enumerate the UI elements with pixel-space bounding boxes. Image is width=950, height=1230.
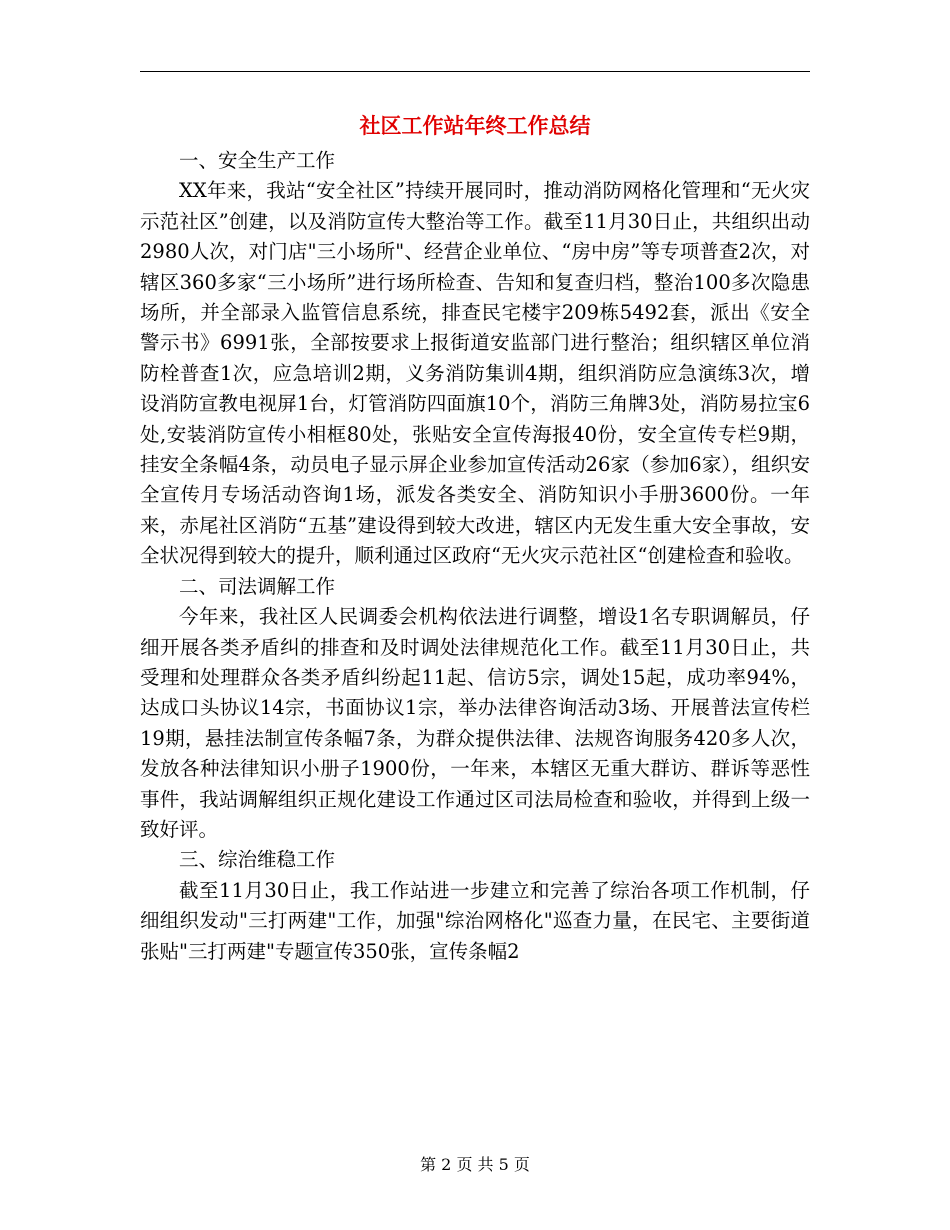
section-safety xyxy=(140,146,810,572)
section-heading: 三、综治维稳工作 xyxy=(179,848,336,872)
section-paragraph: 截至11月30日止，我工作站进一步建立和完善了综治各项工作机制，仔细组织发动"三打两建"工作，加强"综治网格化"巡查力量，在民宅、主要街道张贴"三打两建"专题宣传350张，宣传条幅2 xyxy=(140,878,810,963)
section-heading: 二、司法调解工作 xyxy=(179,574,336,598)
section-heading: 一、安全生产工作 xyxy=(179,149,336,172)
header-rule xyxy=(140,71,810,72)
section-stability xyxy=(140,845,810,967)
page-number-footer: 第 2 页 共 5 页 xyxy=(420,1155,530,1174)
section-paragraph: 今年来，我社区人民调委会机构依法进行调整，增设1名专职调解员，仔细开展各类矛盾纠的排查和及时调处法律规范化工作。截至11月30日止，共受理和处理群众各类矛盾纠纷起11起、信访5宗，调处15起，成功率94%，达成口头协议14宗，书面协议1宗，举办法律咨询活动3场、开展普法宣传栏19期，悬挂法制宣传条幅7条，为群众提供法律、法规咨询服务420多人次，发放各种法律知识小册子1900份，一年来，本辖区无重大群访、群诉等恶性事件，我站调解组织正规化建设工作通过区司法局检查和验收，并得到上级一致好评。 xyxy=(140,605,810,841)
section-mediation xyxy=(140,572,810,846)
document-body xyxy=(140,108,810,967)
section-paragraph: XX年来，我站“安全社区”持续开展同时，推动消防网格化管理和“无火灾示范社区”创建，以及消防宣传大整治等工作。截至11月30日止，共组织出动2980人次，对门店"三小场所"、经营企业单位、“房中房”等专项普查2次，对辖区360多家“三小场所”进行场所检查、告知和复查归档，整治100多次隐患场所，并全部录入监管信息系统，排查民宅楼宇209栋5492套，派出《安全警示书》6991张，全部按要求上报街道安监部门进行整治；组织辖区单位消防栓普查1次，应急培训2期，义务消防集训4期，组织消防应急演练3次，增设消防宣教电视屏1台，灯管消防四面旗10个，消防三角牌3处，消防易拉宝6处,安装消防宣传小相框80处，张贴安全宣传海报40份，安全宣传专栏9期，挂安全条幅4条，动员电子显示屏企业参加宣传活动26家（参加6家），组织安全宣传月专场活动咨询1场，派发各类安全、消防知识小手册3600份。一年来，赤尾社区消防“五基”建设得到较大改进，辖区内无发生重大安全事故，安全状况得到较大的提升，顺利通过区政府“无火灾示范社区“创建检查和验收。 xyxy=(140,179,810,568)
document-title: 社区工作站年终工作总结 xyxy=(359,113,591,138)
